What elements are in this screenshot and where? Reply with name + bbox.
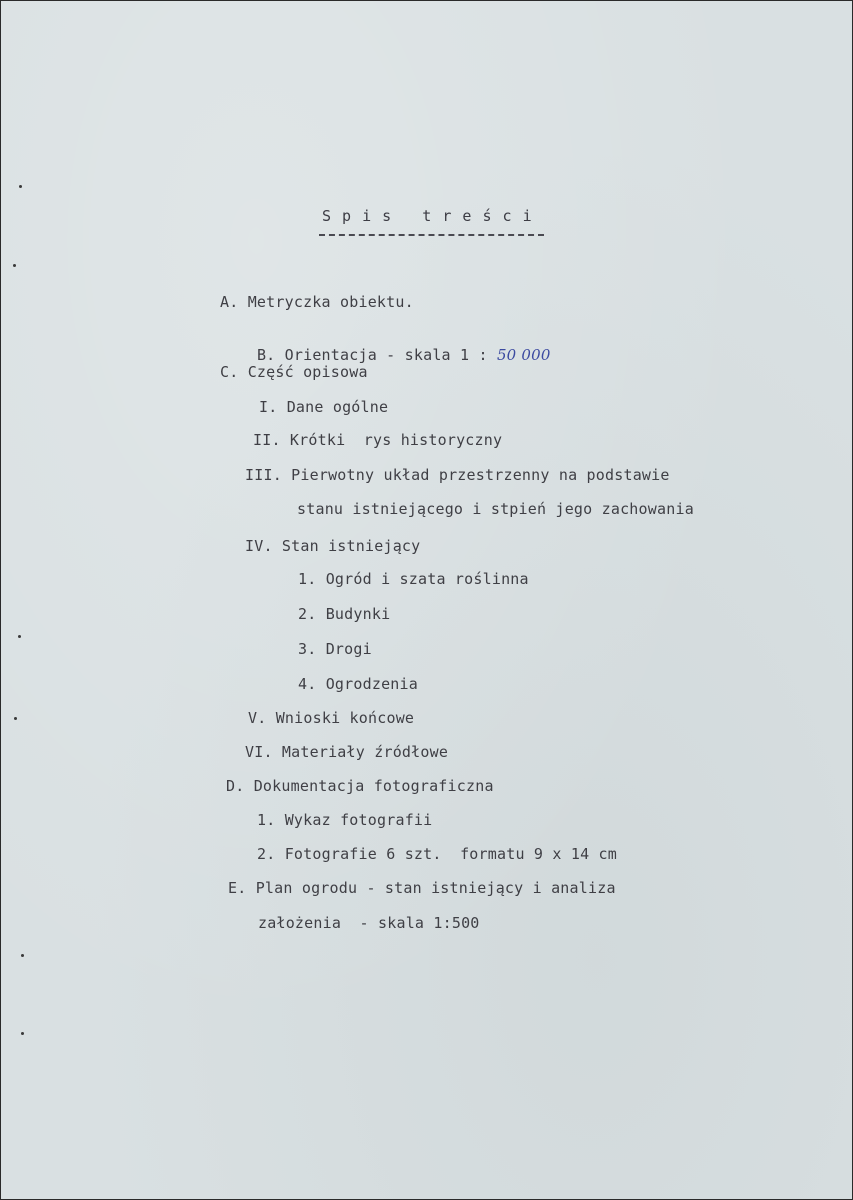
page-title: S p i s t r e ś c i xyxy=(322,207,533,225)
title-underline xyxy=(319,234,544,236)
toc-item-c-iii-cont: stanu istniejącego i stpień jego zachowania xyxy=(297,500,694,518)
toc-item-c-ii: II. Krótki rys historyczny xyxy=(253,431,503,449)
toc-item-b-label: B. Orientacja - skala 1 : xyxy=(256,346,497,364)
toc-item-e: E. Plan ogrodu - stan istniejący i analiza xyxy=(228,879,616,897)
toc-item-d: D. Dokumentacja fotograficzna xyxy=(226,777,494,795)
binder-hole xyxy=(13,264,16,267)
toc-item-a: A. Metryczka obiektu. xyxy=(220,293,414,311)
toc-item-d-1: 1. Wykaz fotografii xyxy=(257,811,433,829)
binder-hole xyxy=(14,717,17,720)
binder-hole xyxy=(19,185,22,188)
binder-hole xyxy=(21,1032,24,1035)
toc-item-c-iii: III. Pierwotny układ przestrzenny na podstawie xyxy=(245,466,670,484)
binder-hole xyxy=(18,635,21,638)
toc-item-e-cont: założenia - skala 1:500 xyxy=(258,914,480,932)
toc-item-c-vi: VI. Materiały źródłowe xyxy=(245,743,449,761)
toc-item-c-iv-2: 2. Budynki xyxy=(298,605,391,623)
toc-item-d-2: 2. Fotografie 6 szt. formatu 9 x 14 cm xyxy=(257,845,617,863)
toc-item-c: C. Część opisowa xyxy=(220,363,368,381)
toc-item-c-iv-3: 3. Drogi xyxy=(298,640,372,658)
toc-item-c-iv: IV. Stan istniejący xyxy=(245,537,421,555)
toc-item-c-iv-1: 1. Ogród i szata roślinna xyxy=(298,570,529,588)
binder-hole xyxy=(21,954,24,957)
toc-item-c-v: V. Wnioski końcowe xyxy=(248,709,415,727)
toc-item-c-iv-4: 4. Ogrodzenia xyxy=(298,675,418,693)
handwritten-scale-value: 50 000 xyxy=(496,346,551,364)
toc-item-c-i: I. Dane ogólne xyxy=(259,398,389,416)
